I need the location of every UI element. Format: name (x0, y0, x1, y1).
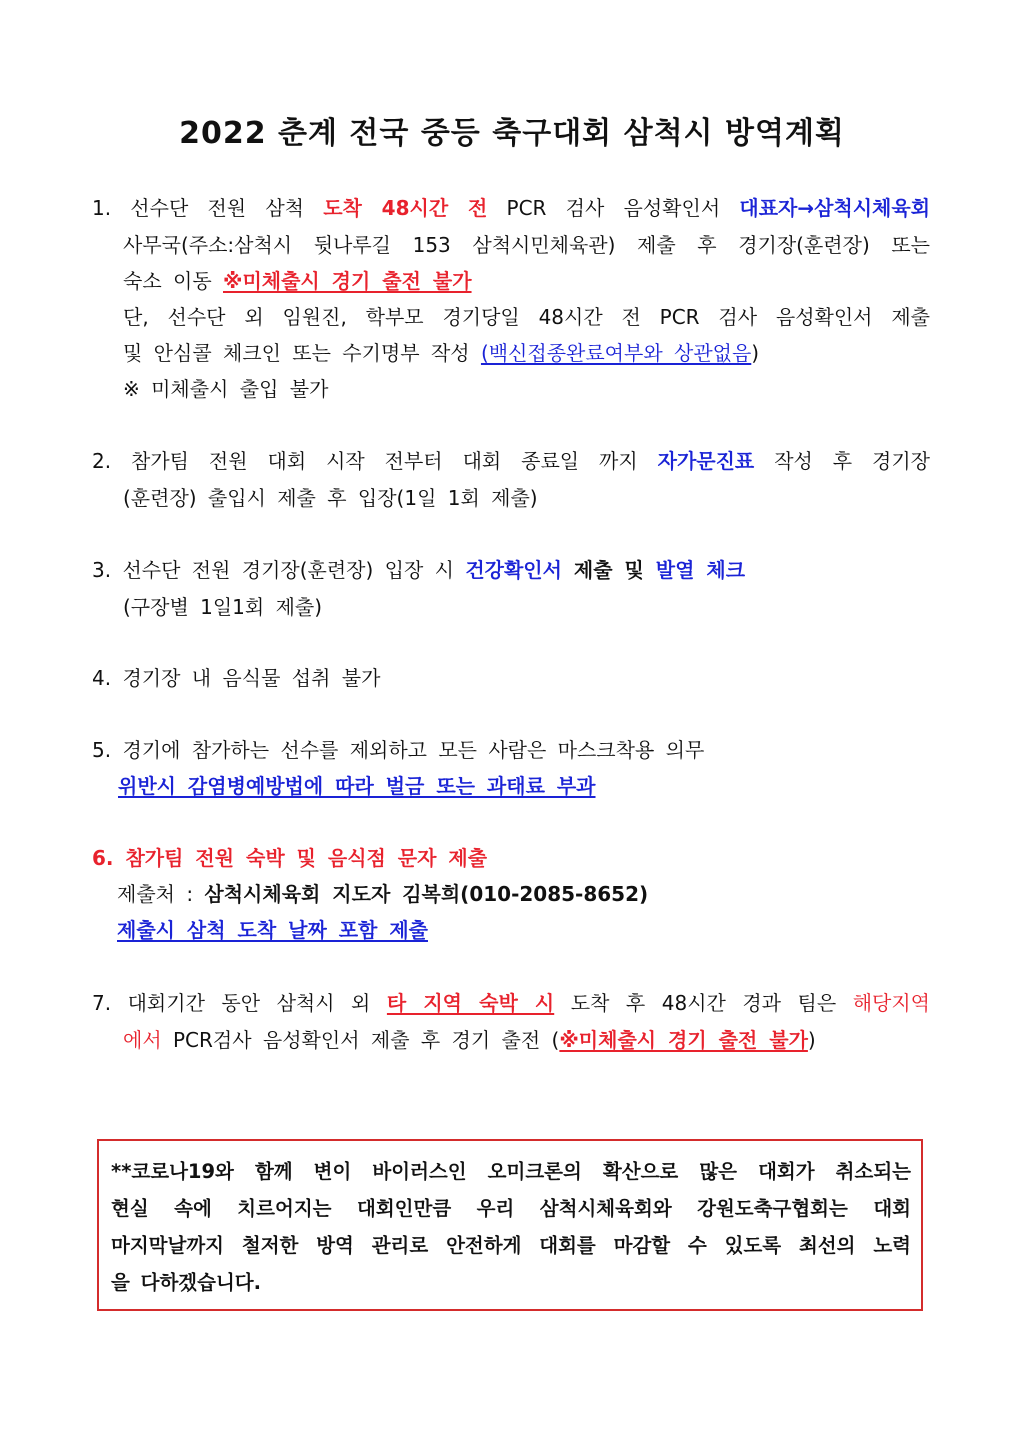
item-6-line-2 (117, 881, 967, 907)
item-6-line-1: 6. 참가팀 전원 숙박 및 음식점 문자 제출 (92, 846, 488, 870)
item-7-other-region: 타 지역 숙박 시 (386, 991, 555, 1015)
item-1-line-5 (123, 340, 973, 366)
item-1-line-4: 단, 선수단 외 임원진, 학부모 경기당일 48시간 전 PCR 검사 음성확인서 제출 (123, 305, 930, 329)
item-1-recipient: 대표자→삼척시체육회 (739, 196, 931, 220)
notice-line-1: **코로나19와 함께 변이 바이러스인 오미크론의 확산으로 많은 대회가 취소되는 (111, 1160, 911, 1183)
item-1-text-5: 및 안심콜 체크인 또는 수기명부 작성 (123, 341, 481, 365)
page-title: 2022 춘계 전국 중등 축구대회 삼척시 방역계획 (179, 116, 845, 151)
item-7-text: 7. 대회기간 동안 삼척시 외 (92, 991, 387, 1015)
item-1-text-2: PCR 검사 음성확인서 (487, 196, 740, 220)
item-1-text-3: 숙소 이동 (123, 269, 223, 293)
item-4-line-1: 4. 경기장 내 음식물 섭취 불가 (92, 666, 381, 690)
item-2-text-2: 작성 후 경기장 (754, 449, 930, 473)
item-2-line-2: (훈련장) 출입시 제출 후 입장(1일 1회 제출) (123, 486, 538, 510)
item-1-line-2: 사무국(주소:삼척시 뒷나루길 153 삼척시민체육관) 제출 후 경기장(훈련장) 또는 (123, 233, 930, 257)
item-7-paren: ) (807, 1028, 816, 1052)
notice-box (97, 1139, 923, 1311)
item-1-paren: ) (751, 341, 760, 365)
item-7-warning: ※미체출시 경기 출전 불가 (559, 1028, 808, 1052)
item-2-questionnaire: 자가문진표 (657, 449, 755, 473)
item-1-text: 1. 선수단 전원 삼척 (92, 196, 324, 220)
item-3-text-2: 제출 및 (561, 558, 656, 582)
item-7-text-3: PCR검사 음성확인서 제출 후 경기 출전 ( (161, 1028, 560, 1052)
item-7-region: 해당지역 (852, 991, 930, 1015)
item-1-line-6: ※ 미체출시 출입 불가 (123, 377, 329, 401)
item-1-line-3 (123, 268, 973, 294)
item-1-line-1 (92, 195, 930, 221)
item-6-label: 제출처 : (117, 882, 205, 906)
item-3-text: 3. 선수단 전원 경기장(훈련장) 입장 시 (92, 558, 466, 582)
item-7-text-2: 도착 후 48시간 경과 팀은 (554, 991, 853, 1015)
item-5-line-1: 5. 경기에 참가하는 선수를 제외하고 모든 사람은 마스크착용 의무 (92, 738, 705, 762)
item-7-region-2: 에서 (123, 1028, 162, 1052)
item-3-health-form: 건강확인서 (465, 558, 562, 582)
item-3-fever-check: 발열 체크 (655, 558, 746, 582)
notice-line-4: 을 다하겠습니다. (111, 1271, 262, 1294)
item-1-warning: ※미체출시 경기 출전 불가 (223, 269, 472, 293)
item-6-contact: 삼척시체육회 지도자 김복희(010-2085-8652) (204, 882, 649, 906)
item-2-line-1 (92, 448, 930, 474)
notice-line-2: 현실 속에 치르어지는 대회인만큼 우리 삼척시체육회와 강원도축구협회는 대회 (111, 1197, 911, 1220)
item-1-vaccine-note: (백신접종완료여부와 상관없음 (480, 341, 752, 365)
item-5-penalty: 위반시 감염병예방법에 따라 벌금 또는 과태료 부과 (118, 774, 596, 798)
item-3-line-2: (구장별 1일1회 제출) (123, 595, 323, 619)
item-7-line-2 (123, 1027, 973, 1053)
item-1-deadline: 도착 48시간 전 (323, 196, 488, 220)
item-2-text: 2. 참가팀 전원 대회 시작 전부터 대회 종료일 까지 (92, 449, 658, 473)
notice-line-3: 마지막날까지 철저한 방역 관리로 안전하게 대회를 마감할 수 있도록 최선의 노력 (111, 1234, 911, 1257)
item-7-line-1 (92, 990, 930, 1016)
item-3-line-1 (92, 557, 942, 583)
item-6-line-3: 제출시 삼척 도착 날짜 포함 제출 (117, 918, 428, 942)
